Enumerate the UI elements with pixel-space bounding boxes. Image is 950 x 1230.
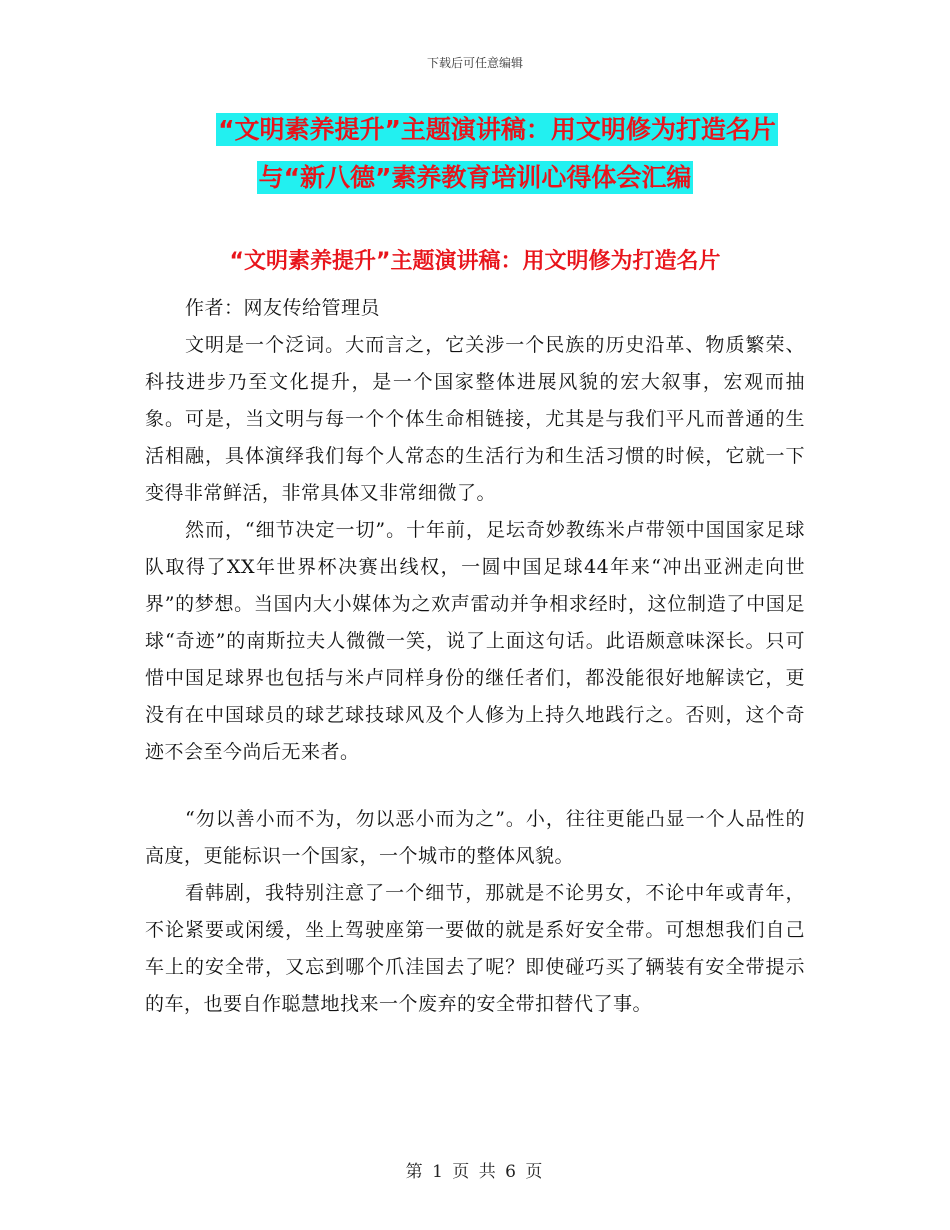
- title-highlight-2: 与“新八德”素养教育培训心得体会汇编: [258, 163, 692, 192]
- page-header: 下载后可任意编辑: [426, 56, 523, 70]
- paragraph-1: 文明是一个泛词。大而言之，它关涉一个民族的历史沿革、物质繁荣、科技进步乃至文化提升，是一个国家整体进展风貌的宏大叙事，宏观而抽象。可是，当文明与每一个个体生命相链接，尤其是与我们平凡而普通的生活相融，具体演绎我们每个人常态的生活行为和生活习惯的时候，它就一下变得非常鲜活，非常具体又非常细微了。: [145, 334, 805, 504]
- page-number: 第 1 页 共 6 页: [405, 1162, 545, 1182]
- paragraph-2: 然而，“细节决定一切”。十年前，足坛奇妙教练米卢带领中国国家足球队取得了XX年世界杯决赛出线权，一圆中国足球44年来“冲出亚洲走向世界”的梦想。当国内大小媒体为之欢声雷动并争相求经时，这位制造了中国足球“奇迹”的南斯拉夫人微微一笑，说了上面这句话。此语颇意味深长。只可惜中国足球界也包括与米卢同样身份的继任者们，都没能很好地解读它，更没有在中国球员的球艺球技球风及个人修为上持久地践行之。否则，这个奇迹不会至今尚后无来者。: [145, 519, 805, 763]
- paragraph-4: 看韩剧，我特别注意了一个细节，那就是不论男女，不论中年或青年，不论紧要或闲缓，坐上驾驶座第一要做的就是系好安全带。可想想我们自己车上的安全带，又忘到哪个爪洼国去了呢？即使碰巧买了辆装有安全带提示的车，也要自作聪慧地找来一个废弃的安全带扣替代了事。: [145, 882, 805, 1015]
- document-title-line-1: [0, 106, 950, 154]
- title-highlight-1: “文明素养提升”主题演讲稿：用文明修为打造名片: [218, 115, 776, 144]
- paragraph-3: “勿以善小而不为，勿以恶小而为之”。小，往往更能凸显一个人品性的高度，更能标识一个国家，一个城市的整体风貌。: [145, 808, 805, 867]
- author-line: 作者：网友传给管理员: [185, 297, 381, 319]
- section-title: “文明素养提升”主题演讲稿：用文明修为打造名片: [229, 249, 721, 274]
- document-body: [145, 290, 805, 1023]
- document-title: [0, 106, 950, 202]
- document-title-line-2: [0, 154, 950, 202]
